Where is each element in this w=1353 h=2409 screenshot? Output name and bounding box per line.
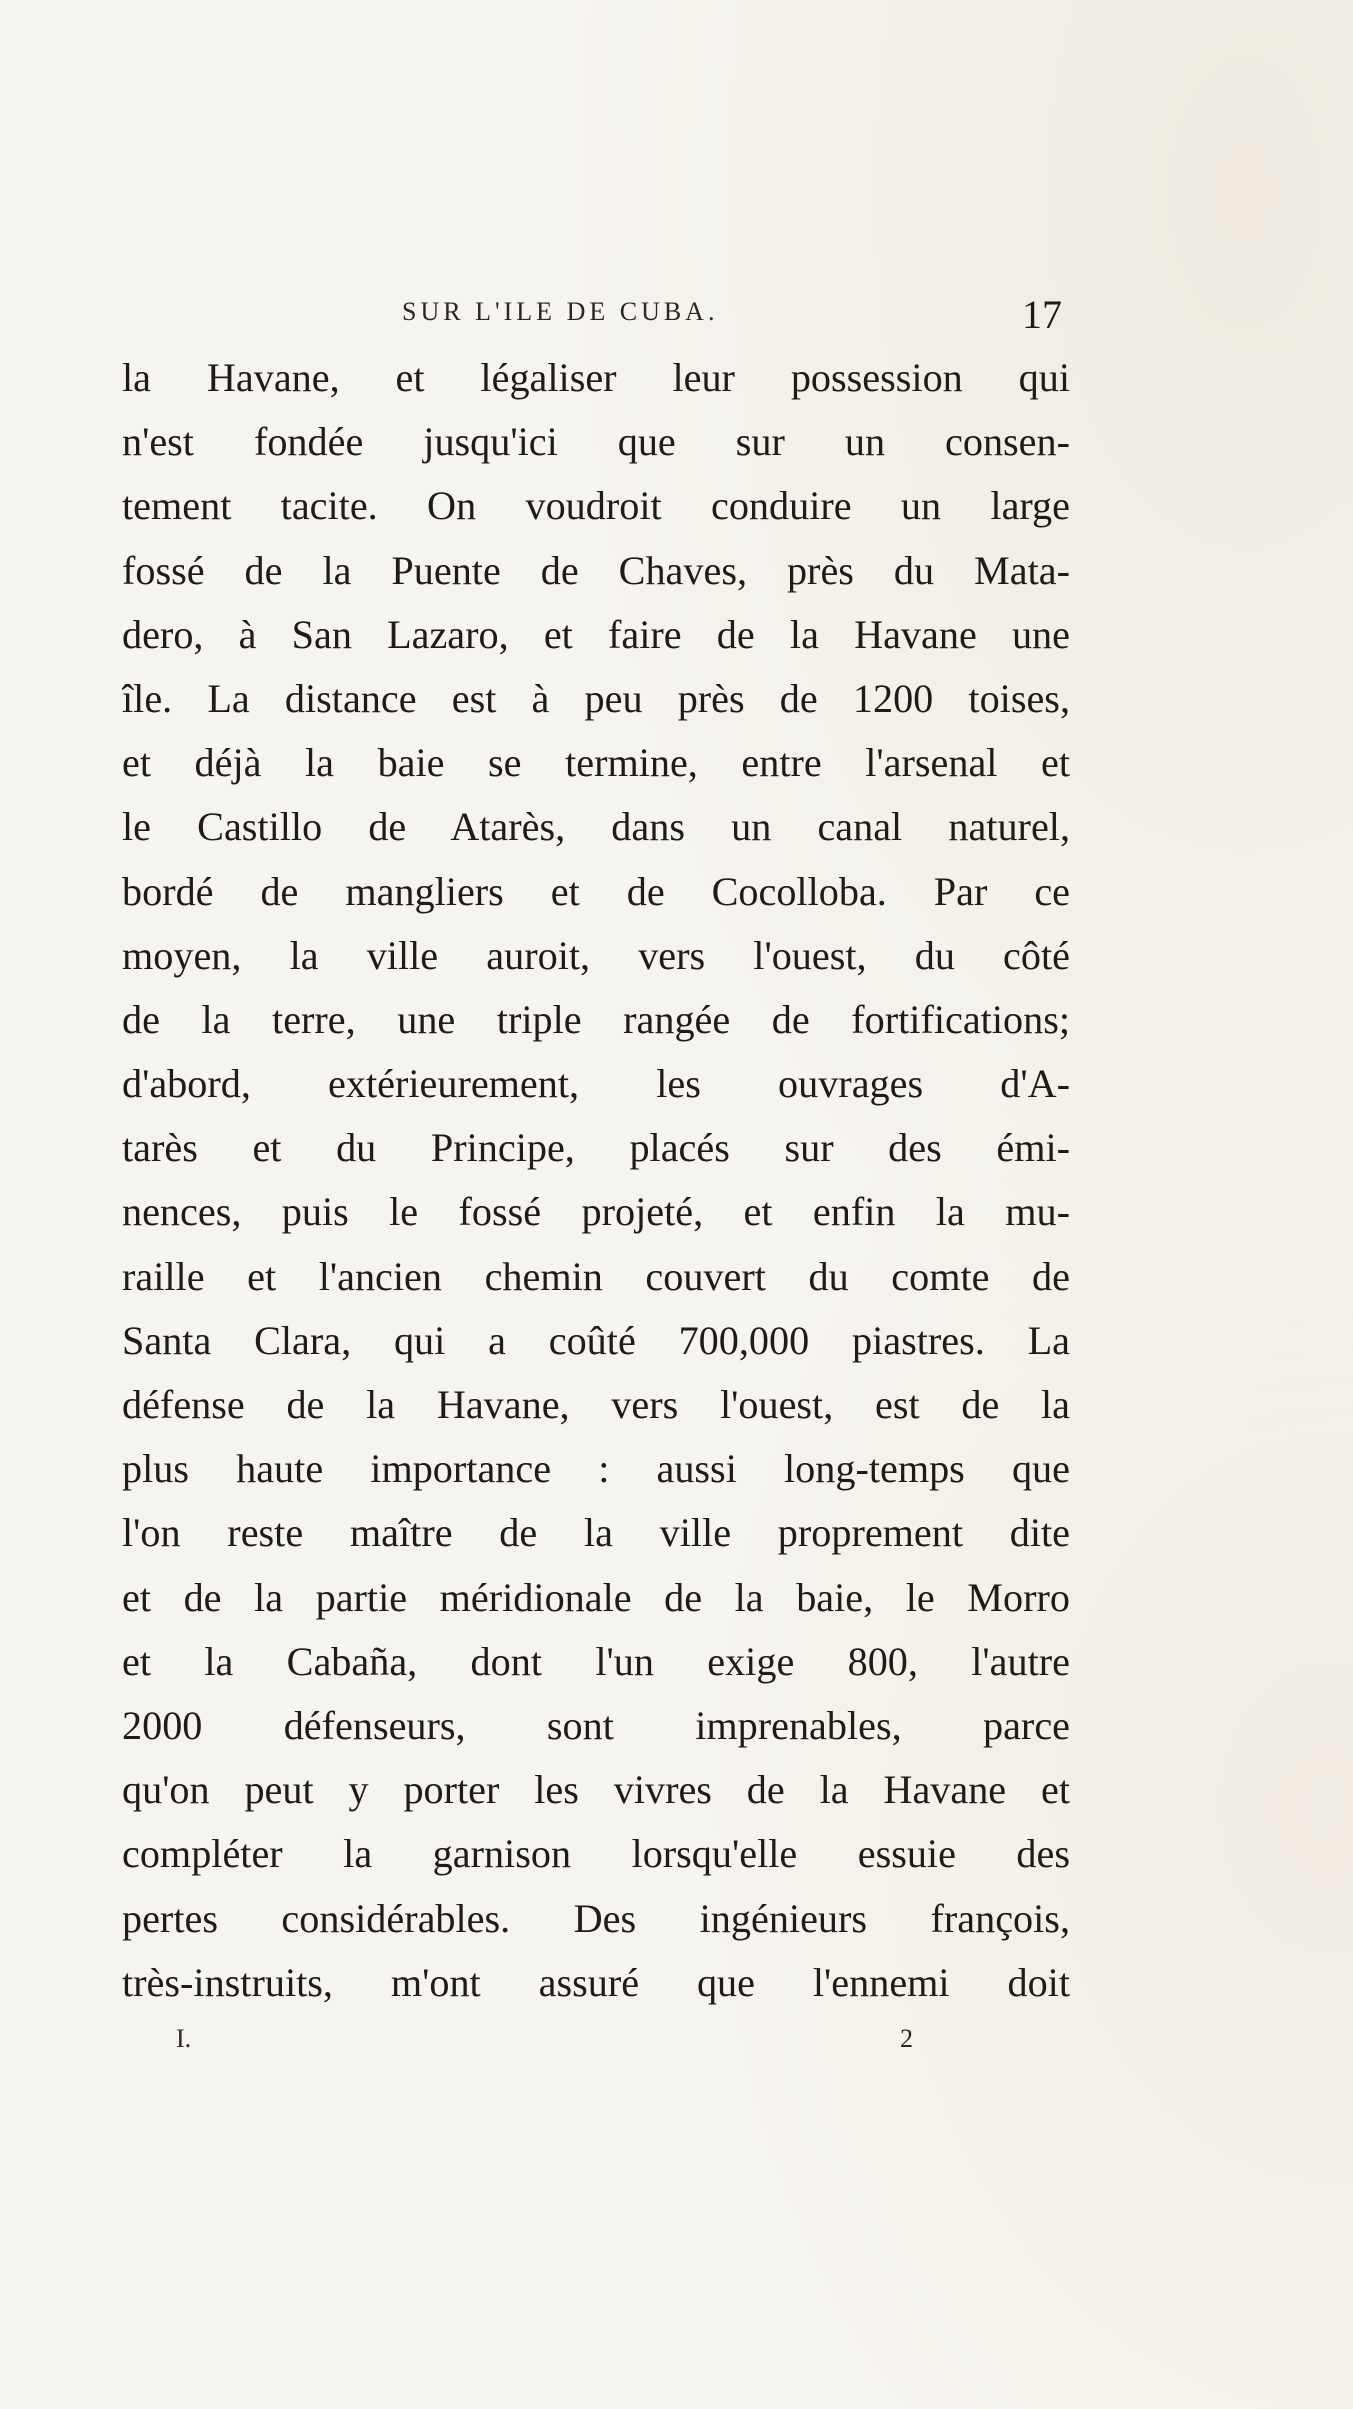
text-line: raille et l'ancien chemin couvert du comte de [122, 1253, 1070, 1299]
text-line: fossé de la Puente de Chaves, près du Mata- [122, 547, 1070, 593]
running-head: SUR L'ILE DE CUBA. [402, 297, 719, 326]
text-line: très-instruits, m'ont assuré que l'ennemi doit [122, 1959, 1070, 2005]
text-line: pertes considérables. Des ingénieurs françois, [122, 1895, 1070, 1941]
text-line: 2000 défenseurs, sont imprenables, parce [122, 1702, 1070, 1748]
signature-volume: I. [176, 2024, 192, 2053]
text-line: moyen, la ville auroit, vers l'ouest, du côté [122, 932, 1070, 978]
text-line: n'est fondée jusqu'ici que sur un consen- [122, 419, 1070, 465]
text-line: de la terre, une triple rangée de fortifications; [122, 996, 1070, 1042]
text-line: nences, puis le fossé projeté, et enfin la mu- [122, 1189, 1070, 1235]
text-line: Santa Clara, qui a coûté 700,000 piastres. La [122, 1317, 1070, 1363]
text-line: compléter la garnison lorsqu'elle essuie des [122, 1831, 1070, 1877]
text-line: île. La distance est à peu près de 1200 toises, [122, 675, 1070, 721]
text-line: dero, à San Lazaro, et faire de la Havane une [122, 611, 1070, 657]
text-line: tarès et du Principe, placés sur des émi- [122, 1125, 1070, 1171]
text-line: et la Cabaña, dont l'un exige 800, l'autre [122, 1638, 1070, 1684]
text-line: le Castillo de Atarès, dans un canal naturel, [122, 804, 1070, 850]
page-footer [176, 2024, 916, 2064]
text-line: plus haute importance : aussi long-temps que [122, 1446, 1070, 1492]
text-line: défense de la Havane, vers l'ouest, est de la [122, 1382, 1070, 1427]
text-line: bordé de mangliers et de Cocolloba. Par ce [122, 868, 1070, 914]
page-number: 17 [1022, 292, 1062, 337]
text-line: d'abord, extérieurement, les ouvrages d'A- [122, 1061, 1070, 1107]
text-line: tement tacite. On voudroit conduire un large [122, 483, 1070, 529]
text-line: et déjà la baie se termine, entre l'arsenal et [122, 740, 1070, 786]
page-header [402, 292, 1062, 345]
text-line: l'on reste maître de la ville proprement dite [122, 1510, 1070, 1556]
text-line: et de la partie méridionale de la baie, le Morro [122, 1574, 1070, 1620]
body-text [122, 346, 1070, 2015]
text-line: qu'on peut y porter les vivres de la Havane et [122, 1767, 1070, 1813]
signature-sheet: 2 [900, 2024, 913, 2053]
text-line: la Havane, et légaliser leur possession qui [122, 355, 1070, 400]
